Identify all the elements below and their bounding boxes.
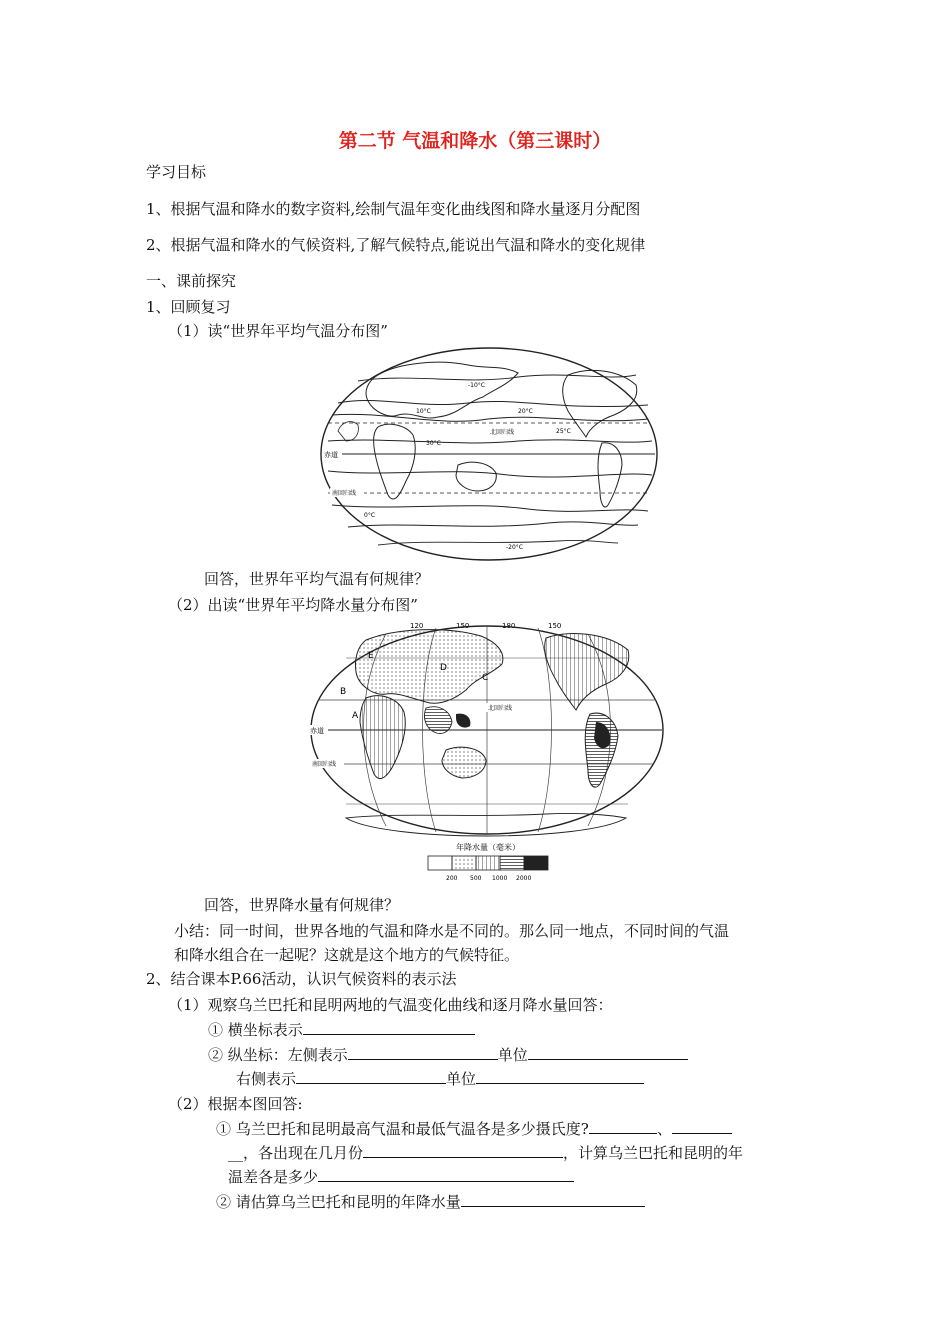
- answer-blank[interactable]: [589, 1119, 657, 1134]
- question-2-label: （2）出读“世界年平均降水量分布图”: [168, 596, 418, 614]
- observe-label: （1）观察乌兰巴托和昆明两地的气温变化曲线和逐月降水量回答：: [168, 996, 613, 1014]
- map2-equator-label: 赤道: [310, 727, 324, 735]
- answer-blank[interactable]: [461, 1192, 645, 1207]
- legend-swatch: [428, 856, 452, 870]
- answer-item-2: ② 请估算乌兰巴托和昆明的年降水量: [216, 1192, 645, 1212]
- isotherm-label: -10°C: [468, 382, 485, 389]
- isotherm-label: 30°C: [426, 440, 441, 447]
- map2-tropic-capricorn-label: 南回归线: [312, 761, 337, 768]
- map1-tropic-capricorn-label: 南回归线: [332, 490, 357, 497]
- isotherm-label: 25°C: [556, 428, 571, 435]
- answer-item-1-line-3: 温差各是多少: [228, 1167, 574, 1187]
- map2-letter: B: [340, 687, 347, 697]
- summary-line-2: 和降水组合在一起呢？这就是这个地方的气候特征。: [174, 946, 520, 964]
- goal-1: 1、根据气温和降水的数字资料,绘制气温年变化曲线图和降水量逐月分配图: [146, 200, 641, 218]
- isotherm-label: 20°C: [518, 408, 533, 415]
- answer-item-1-line-2: __，各出现在几月份 ，计算乌兰巴托和昆明的年: [228, 1144, 744, 1162]
- isotherm-label: 10°C: [416, 408, 431, 415]
- observe-item-3: 右侧表示 单位: [236, 1069, 644, 1089]
- answer-blank[interactable]: [528, 1045, 688, 1060]
- legend-value: 500: [470, 875, 482, 882]
- map2-letter: A: [352, 711, 359, 721]
- map1-equator-label: 赤道: [324, 451, 338, 459]
- map2-top-tick: 150: [548, 622, 562, 630]
- map2-top-tick: 120: [410, 622, 424, 630]
- answer-blank[interactable]: [296, 1069, 446, 1084]
- isotherm-label: 0°C: [364, 512, 376, 519]
- question-2-answer: 回答，世界降水量有何规律？: [204, 896, 400, 914]
- summary-line-1: 小结：同一时间，世界各地的气温和降水是不同的。那么同一地点，不同时间的气温: [174, 922, 730, 940]
- page-title: 第二节 气温和降水（第三课时）: [338, 130, 612, 152]
- map2-top-tick: 150: [456, 622, 470, 630]
- section-heading-1: 一、课前探究: [146, 272, 237, 290]
- map2-letter: C: [482, 673, 489, 683]
- legend-value: 200: [446, 875, 458, 882]
- legend-swatch: [452, 856, 476, 870]
- world-precipitation-map: [306, 618, 668, 888]
- world-temperature-map: [318, 345, 660, 563]
- subsection-1: 1、回顾复习: [146, 298, 231, 316]
- question-1-label: （1）读“世界年平均气温分布图”: [168, 322, 388, 340]
- goal-2: 2、根据气温和降水的气候资料,了解气候特点,能说出气温和降水的变化规律: [146, 236, 646, 254]
- isotherm-label: -20°C: [506, 544, 523, 551]
- legend-swatch: [500, 856, 524, 870]
- legend-swatch: [476, 856, 500, 870]
- map2-letter: D: [440, 663, 447, 673]
- answer-label: （2）根据本图回答:: [168, 1095, 303, 1113]
- observe-item-1: ① 横坐标表示: [208, 1020, 475, 1040]
- answer-blank[interactable]: [348, 1045, 498, 1060]
- answer-blank[interactable]: [303, 1020, 475, 1035]
- map2-letter: E: [368, 651, 374, 661]
- answer-blank[interactable]: [672, 1119, 732, 1134]
- map2-top-tick: 180: [502, 622, 516, 630]
- answer-blank[interactable]: [476, 1069, 644, 1084]
- answer-blank[interactable]: [363, 1143, 563, 1158]
- map1-tropic-cancer-label: 北回归线: [490, 429, 515, 436]
- map2-tropic-cancer-label: 北回归线: [488, 705, 513, 712]
- subsection-2: 2、结合课本P.66活动，认识气候资料的表示法: [146, 970, 457, 988]
- goals-heading: 学习目标: [146, 163, 207, 181]
- legend-value: 1000: [492, 875, 508, 882]
- answer-item-1-line-1: ① 乌兰巴托和昆明最高气温和最低气温各是多少摄氏度? 、: [216, 1119, 732, 1139]
- legend-value: 2000: [516, 875, 532, 882]
- answer-blank[interactable]: [318, 1167, 574, 1182]
- legend-title: 年降水量（毫米）: [456, 843, 520, 852]
- observe-item-2: ② 纵坐标：左侧表示 单位: [208, 1045, 688, 1065]
- question-1-answer: 回答，世界年平均气温有何规律？: [204, 570, 430, 588]
- legend-swatch: [524, 856, 548, 870]
